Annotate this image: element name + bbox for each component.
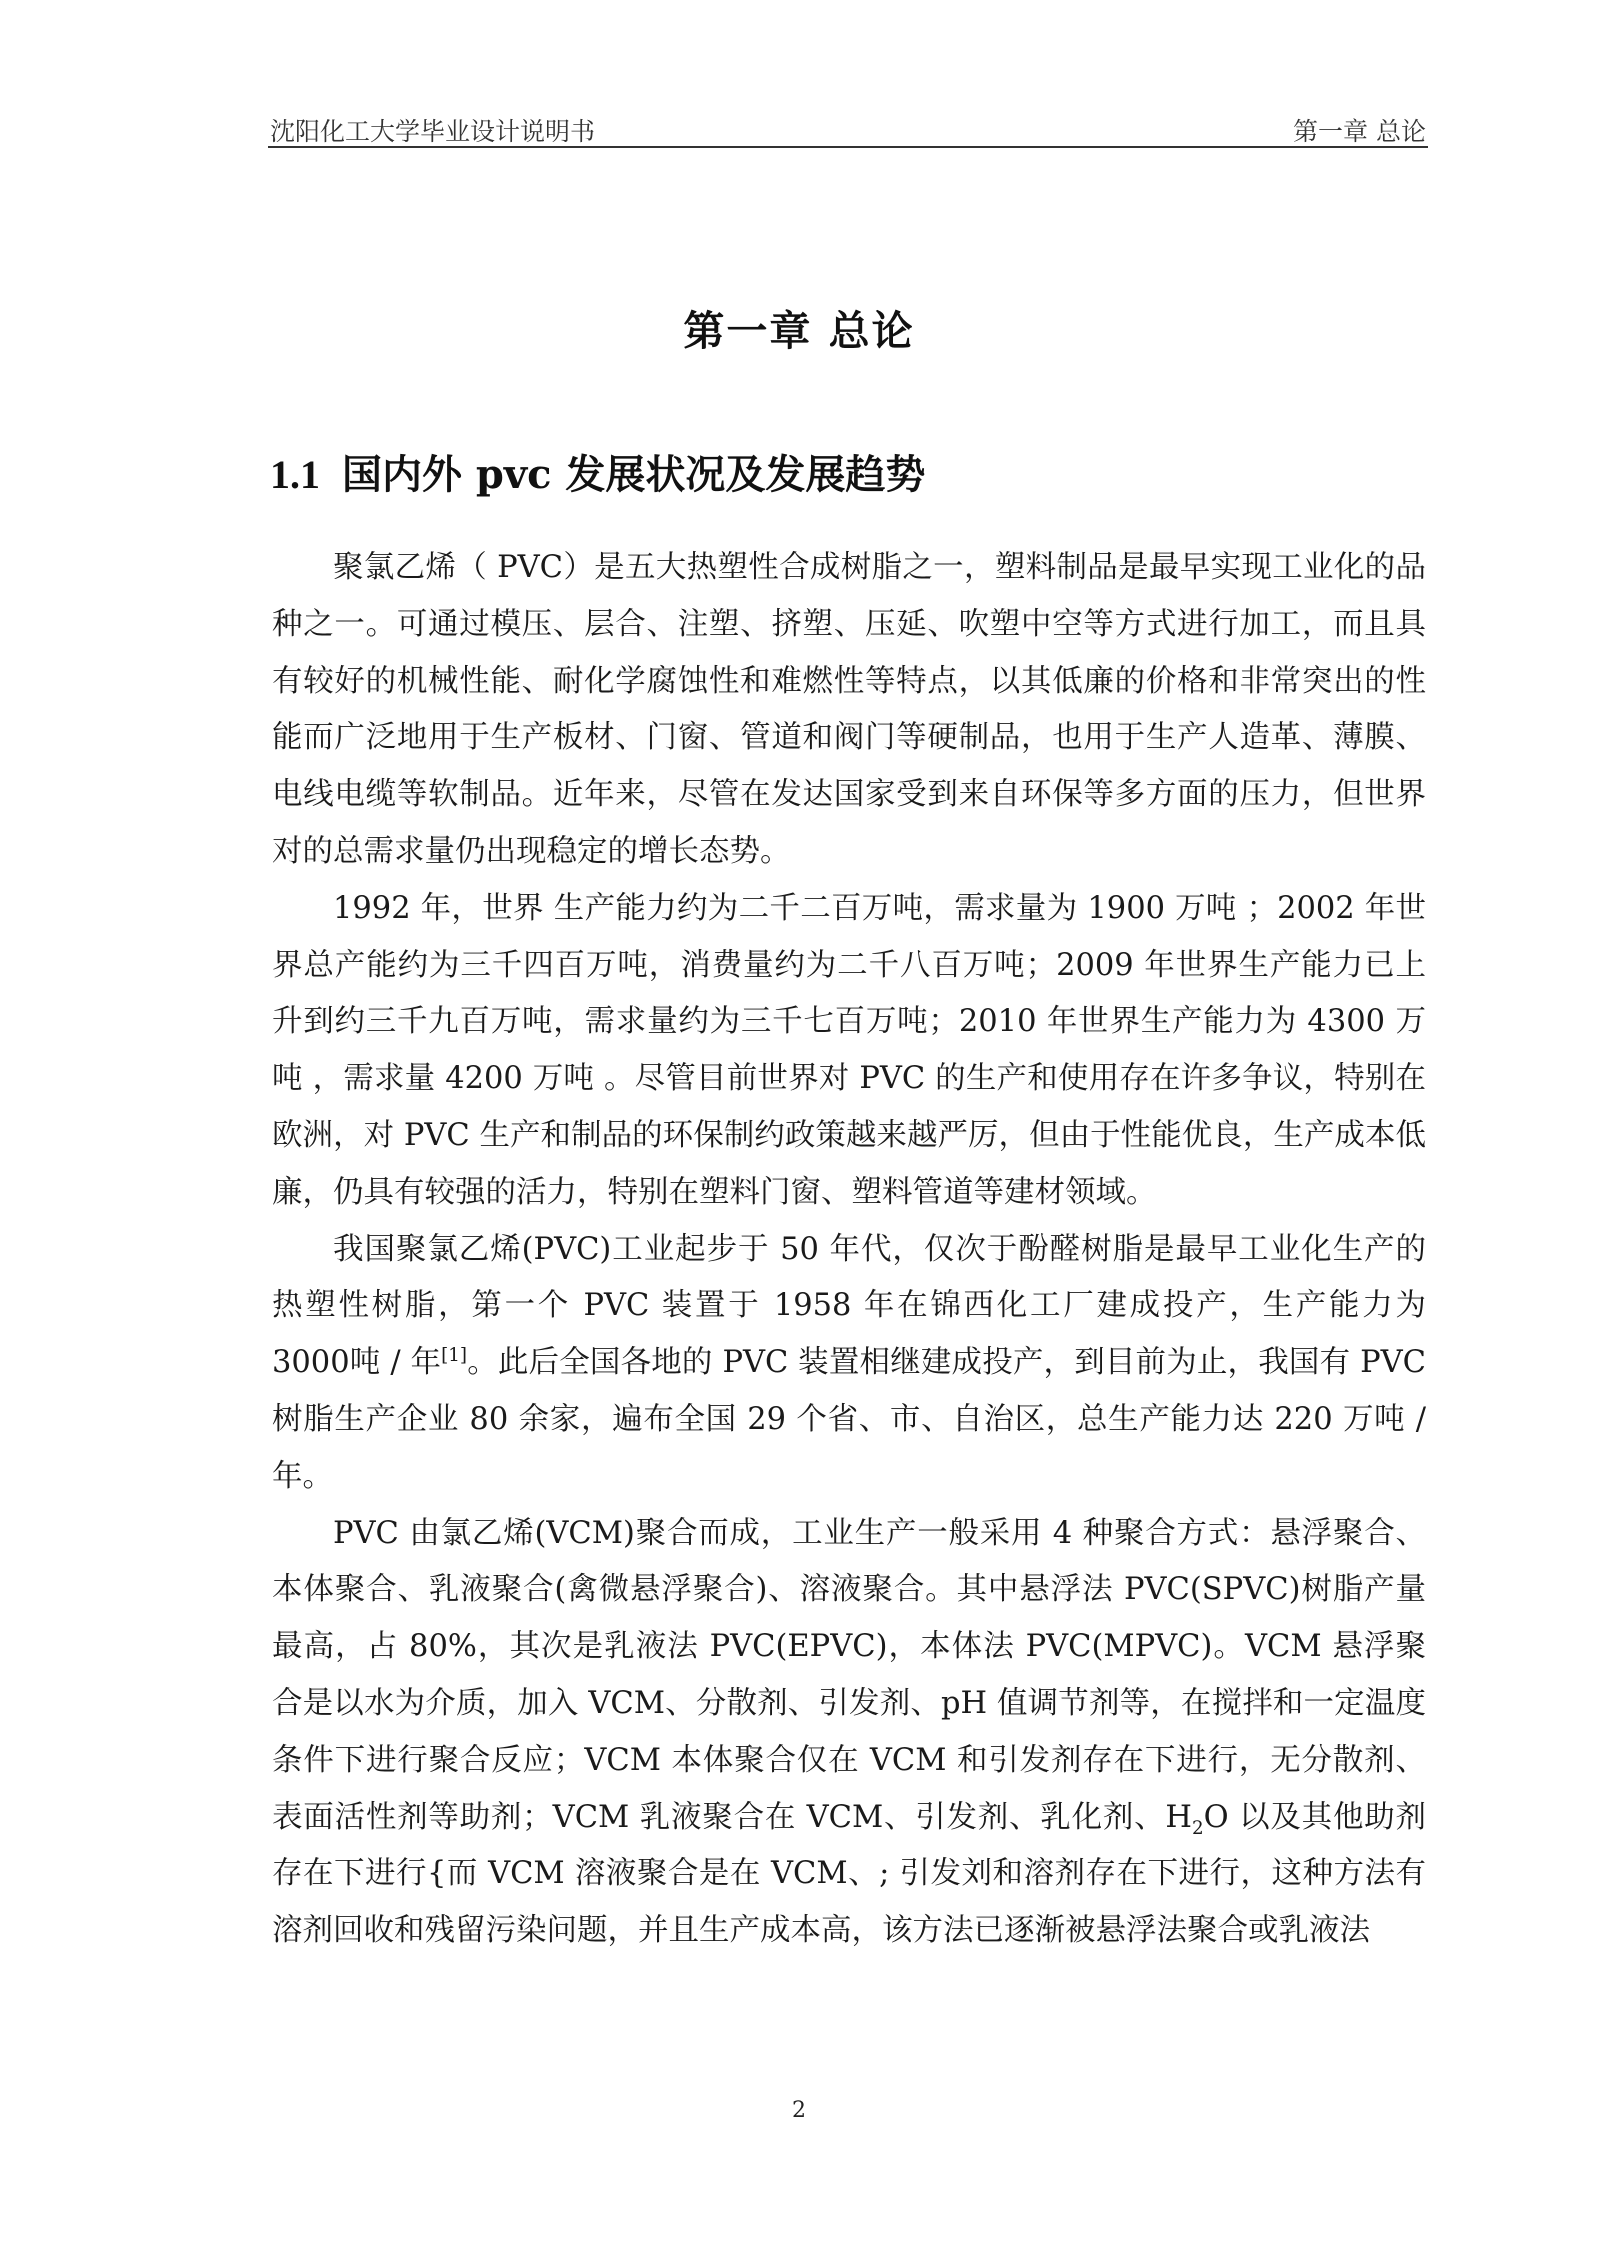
body-text [272,540,1426,1960]
paragraph-4 [272,1506,1426,1960]
section-number: 1.1 [270,452,320,497]
paragraph-3-text-b: 。此后全国各地的 PVC 装置相继建成投产，到目前为止，我国有 PVC 树脂生产企业 80 余家，遍布全国 29 个省、市、自治区，总生产能力达 220 万吨 / 年。 [272,1345,1426,1494]
section-heading [270,443,925,500]
paragraph-3 [272,1222,1426,1506]
subscript-2: 2 [1192,1817,1204,1839]
citation-ref: [1] [441,1345,468,1366]
header-thesis-title: 沈阳化工大学毕业设计说明书 [270,117,596,146]
paragraph-3-text-a: 我国聚氯乙烯(PVC)工业起步于 50 年代，仅次于酚醛树脂是最早工业化生产的热塑性树脂，第一个 PVC 装置于 1958 年在锦西化工厂建成投产，生产能力为 3000吨 / 年 [272,1231,1426,1381]
header-chapter-label: 第一章 总论 [1293,117,1426,146]
running-header [268,104,1428,148]
page-number: 2 [792,2098,806,2123]
paragraph-4-text-b: O 以及其他助剂存在下进行{而 VCM 溶液聚合是在 VCM、; 引发刘和溶剂存在下进行，这种方法有溶剂回收和残留污染问题，并且生产成本高，该方法已逐渐被悬浮法聚合或乳液法 [272,1799,1426,1949]
paragraph-4-text-a: PVC 由氯乙烯(VCM)聚合而成，工业生产一般采用 4 种聚合方式：悬浮聚合、本体聚合、乳液聚合(禽微悬浮聚合)、溶液聚合。其中悬浮法 PVC(SPVC)树脂产量最高，占 80%，其次是乳液法 PVC(EPVC)，本体法 PVC(MPVC)。VCM 悬浮聚合是以水为介质，加入 VCM、分散剂、引发剂、pH 值调节剂等，在搅拌和一定温度条件下进行聚合反应；VCM 本体聚合仅在 VCM 和引发剂存在下进行，无分散剂、表面活性剂等助剂；VCM 乳液聚合在 VCM、引发剂、乳化剂、H [272,1515,1426,1835]
paragraph-2: 1992 年，世界 生产能力约为二千二百万吨，需求量为 1900 万吨 ；2002 年世界总产能约为三千四百万吨，消费量约为二千八百万吨；2009 年世界生产能力已上升到约三千九百万吨，需求量约为三千七百万吨；2010 年世界生产能力为 4300 万吨 ，需求量 4200 万吨 。尽管目前世界对 PVC 的生产和使用存在许多争议，特别在欧洲，对 PVC 生产和制品的环保制约政策越来越严厉，但由于性能优良，生产成本低廉，仍具有较强的活力，特别在塑料门窗、塑料管道等建材领域。 [272,890,1426,1210]
paragraph-1: 聚氯乙烯（ PVC）是五大热塑性合成树脂之一，塑料制品是最早实现工业化的品种之一。可通过模压、层合、注塑、挤塑、压延、吹塑中空等方式进行加工，而且具有较好的机械性能、耐化学腐蚀性和难燃性等特点，以其低廉的价格和非常突出的性能而广泛地用于生产板材、门窗、管道和阀门等硬制品，也用于生产人造革、薄膜、电线电缆等软制品。近年来，尽管在发达国家受到来自环保等多方面的压力，但世界对的总需求量仍出现稳定的增长态势。 [272,550,1426,869]
chapter-title: 第一章 总论 [683,307,915,355]
section-title-text: 国内外 pvc 发展状况及发展趋势 [342,451,926,498]
